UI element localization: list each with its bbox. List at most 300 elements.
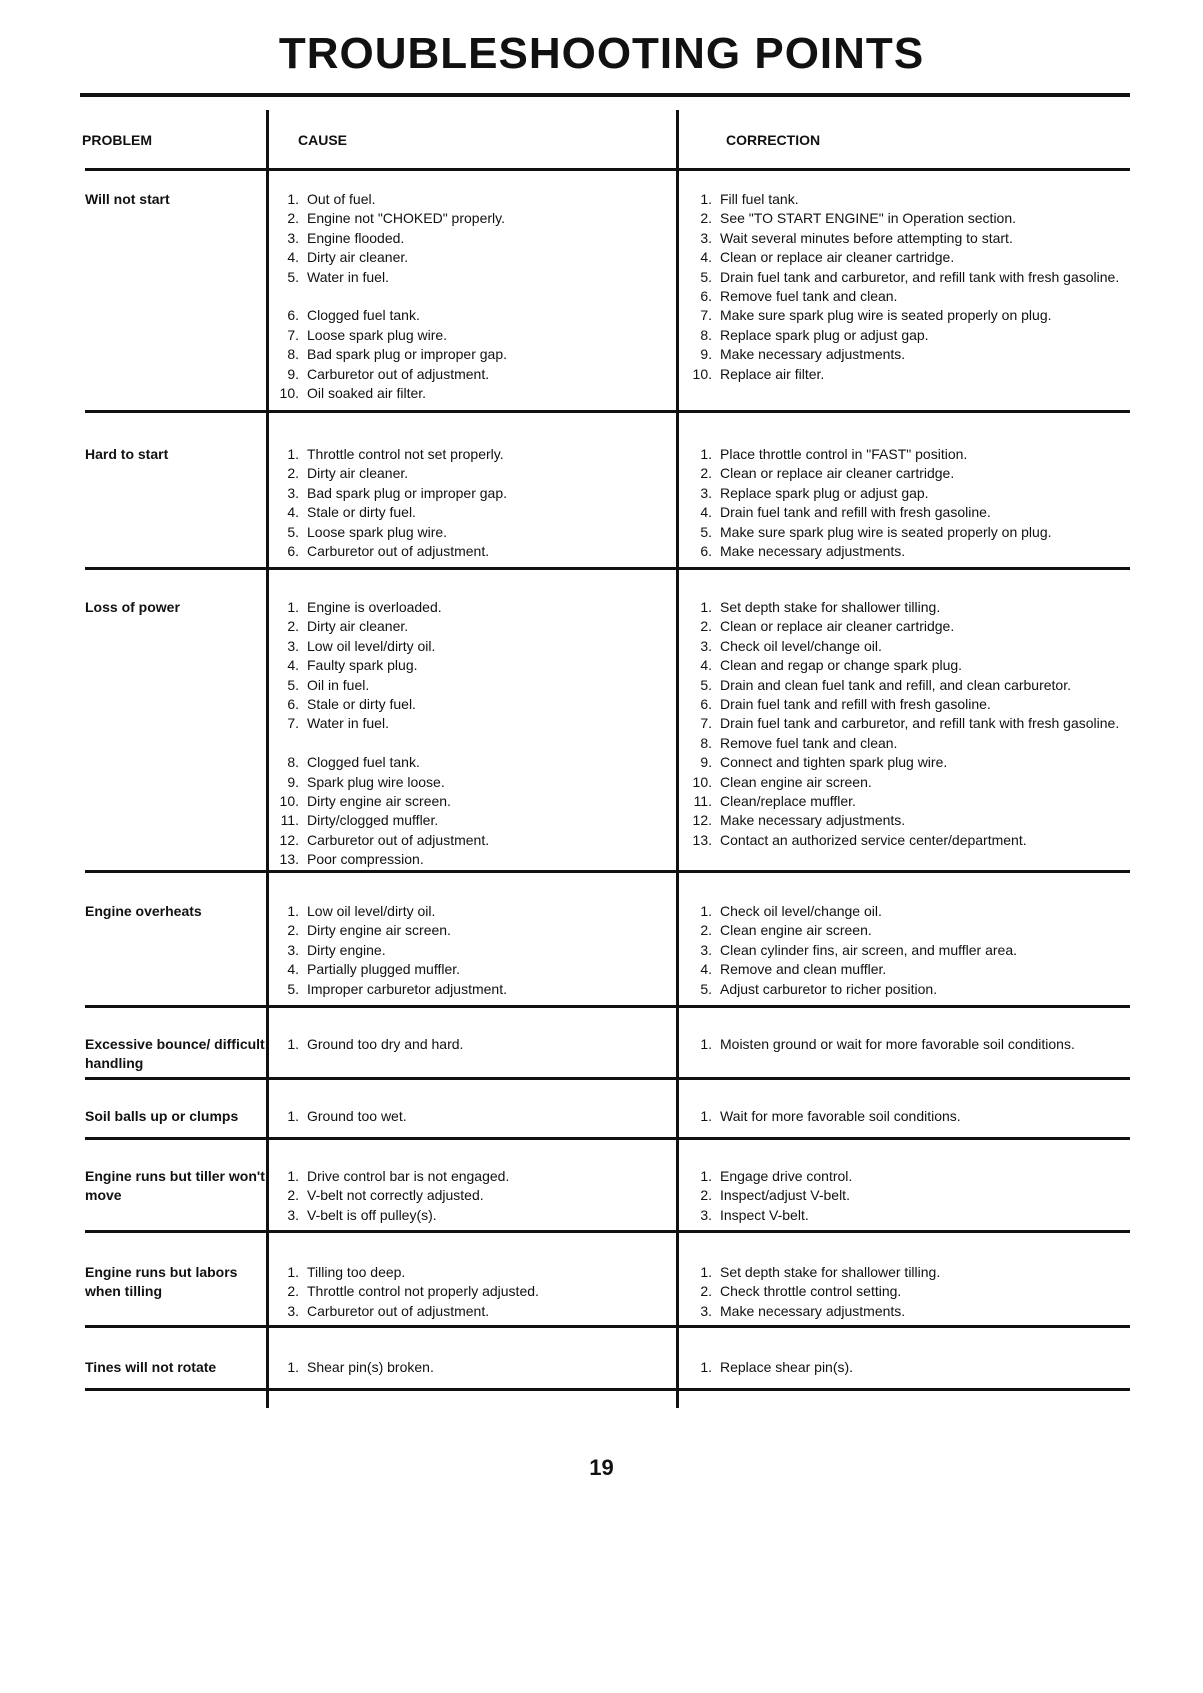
item-number: 4. xyxy=(287,961,299,978)
cause-item xyxy=(275,831,670,850)
cause-list xyxy=(275,1035,670,1054)
item-number: 7. xyxy=(700,715,712,732)
item-number: 1. xyxy=(287,1264,299,1280)
item-number: 3. xyxy=(287,229,299,246)
correction-text: Replace spark plug or adjust gap. xyxy=(720,484,929,501)
item-number: 1. xyxy=(700,1108,712,1124)
correction-text: Engage drive control. xyxy=(720,1168,853,1184)
item-number: 12. xyxy=(692,812,712,829)
item-number: 4. xyxy=(700,504,712,521)
cause-text: Engine not "CHOKED" properly. xyxy=(307,210,505,227)
correction-text: Replace spark plug or adjust gap. xyxy=(720,326,929,343)
correction-list xyxy=(688,190,1138,384)
item-number: 1. xyxy=(287,446,299,462)
item-number: 5. xyxy=(700,268,712,285)
column-divider-cause xyxy=(266,110,269,1408)
cause-item xyxy=(275,229,670,248)
correction-list xyxy=(688,598,1138,850)
cause-item xyxy=(275,598,670,617)
correction-text: Clean or replace air cleaner cartridge. xyxy=(720,618,955,635)
cause-text: Throttle control not set properly. xyxy=(307,446,504,462)
item-number: 10. xyxy=(279,793,299,810)
cause-text: Spark plug wire loose. xyxy=(307,773,445,790)
correction-item xyxy=(688,1206,1138,1225)
cause-item xyxy=(275,484,670,503)
cause-item xyxy=(275,921,670,940)
item-number: 2. xyxy=(700,1187,712,1204)
item-number: 8. xyxy=(700,734,712,751)
cause-item xyxy=(275,960,670,979)
correction-text: Clean engine air screen. xyxy=(720,773,872,790)
correction-item xyxy=(688,445,1138,464)
correction-item xyxy=(688,1302,1138,1321)
cause-text: Faulty spark plug. xyxy=(307,657,418,674)
cause-text: Bad spark plug or improper gap. xyxy=(307,346,507,363)
correction-text: Set depth stake for shallower tilling. xyxy=(720,599,941,615)
item-number: 5. xyxy=(700,523,712,540)
cause-list xyxy=(275,190,670,403)
correction-item xyxy=(688,902,1138,921)
correction-item xyxy=(688,1035,1138,1054)
item-number: 3. xyxy=(700,637,712,654)
correction-item xyxy=(688,598,1138,617)
cause-item xyxy=(275,850,670,869)
item-number: 1. xyxy=(287,903,299,919)
section-rule xyxy=(85,410,1130,413)
cause-text: Out of fuel. xyxy=(307,191,376,207)
cause-text: Low oil level/dirty oil. xyxy=(307,637,436,654)
page-title: TROUBLESHOOTING POINTS xyxy=(278,29,925,78)
correction-list xyxy=(688,902,1138,999)
correction-item xyxy=(688,980,1138,999)
cause-text: Shear pin(s) broken. xyxy=(307,1359,434,1375)
item-number: 3. xyxy=(700,1206,712,1223)
cause-item xyxy=(275,1167,670,1186)
correction-text: Set depth stake for shallower tilling. xyxy=(720,1264,941,1280)
cause-text: Oil soaked air filter. xyxy=(307,385,427,402)
cause-list xyxy=(275,1263,670,1321)
item-number: 4. xyxy=(287,249,299,266)
cause-item xyxy=(275,637,670,656)
cause-item xyxy=(275,1358,670,1377)
problem-label: Soil balls up or clumps xyxy=(85,1108,239,1124)
title-rule xyxy=(80,93,1130,97)
header-correction: CORRECTION xyxy=(726,132,821,148)
cause-item xyxy=(275,445,670,464)
item-number: 2. xyxy=(700,210,712,227)
cause-list xyxy=(275,445,670,561)
item-number: 13. xyxy=(692,831,712,848)
cause-item xyxy=(275,753,670,772)
cause-item xyxy=(275,773,670,792)
cause-text: Loose spark plug wire. xyxy=(307,523,448,540)
correction-item xyxy=(688,248,1138,267)
cause-item xyxy=(275,902,670,921)
correction-item xyxy=(688,484,1138,503)
cause-item xyxy=(275,1302,670,1321)
cause-item xyxy=(275,1282,670,1301)
correction-text: Remove fuel tank and clean. xyxy=(720,288,898,305)
item-number: 2. xyxy=(700,1283,712,1300)
cause-item xyxy=(275,503,670,522)
item-number: 9. xyxy=(700,754,712,771)
correction-item xyxy=(688,209,1138,228)
cause-list xyxy=(275,598,670,870)
correction-item xyxy=(688,617,1138,636)
item-number: 3. xyxy=(700,229,712,246)
cause-text: V-belt is off pulley(s). xyxy=(307,1206,437,1223)
cause-text: Carburetor out of adjustment. xyxy=(307,831,490,848)
item-number: 3. xyxy=(700,1302,712,1319)
item-number: 3. xyxy=(700,941,712,958)
cause-list xyxy=(275,1167,670,1225)
cause-item xyxy=(275,980,670,999)
cause-item xyxy=(275,1206,670,1225)
cause-text: Dirty engine air screen. xyxy=(307,793,451,810)
cause-text: Carburetor out of adjustment. xyxy=(307,365,490,382)
section-rule xyxy=(85,1230,1130,1233)
item-number: 4. xyxy=(700,657,712,674)
cause-item xyxy=(275,209,670,228)
correction-text: Clean and regap or change spark plug. xyxy=(720,657,963,674)
cause-text: Water in fuel. xyxy=(307,268,389,285)
cause-item xyxy=(275,676,670,695)
correction-text: Replace shear pin(s). xyxy=(720,1359,854,1375)
correction-item xyxy=(688,503,1138,522)
cause-text: Stale or dirty fuel. xyxy=(307,696,416,713)
correction-text: Make sure spark plug wire is seated properly on plug. xyxy=(720,523,1052,540)
item-number: 3. xyxy=(287,1206,299,1223)
item-number: 10. xyxy=(692,365,712,382)
cause-text: Stale or dirty fuel. xyxy=(307,504,416,521)
item-number: 9. xyxy=(287,773,299,790)
cause-item xyxy=(275,792,670,811)
correction-item xyxy=(688,656,1138,675)
correction-item xyxy=(688,1282,1138,1301)
correction-text: Make necessary adjustments. xyxy=(720,346,906,363)
item-number: 11. xyxy=(693,793,712,810)
correction-text: Clean or replace air cleaner cartridge. xyxy=(720,249,955,266)
cause-item xyxy=(275,248,670,267)
section-rule xyxy=(85,1137,1130,1140)
correction-item xyxy=(688,676,1138,695)
correction-item xyxy=(688,464,1138,483)
item-number: 9. xyxy=(287,365,299,382)
item-number: 10. xyxy=(692,773,712,790)
correction-text: Wait for more favorable soil conditions. xyxy=(720,1108,961,1124)
correction-text: Fill fuel tank. xyxy=(720,191,799,207)
correction-text: Make necessary adjustments. xyxy=(720,1302,906,1319)
header-cause: CAUSE xyxy=(298,132,348,148)
correction-item xyxy=(688,811,1138,830)
item-number: 5. xyxy=(287,268,299,285)
correction-item xyxy=(688,695,1138,714)
cause-text: Dirty air cleaner. xyxy=(307,249,409,266)
correction-item xyxy=(688,1186,1138,1205)
item-number: 2. xyxy=(287,1187,299,1204)
cause-text: Bad spark plug or improper gap. xyxy=(307,484,507,501)
correction-item xyxy=(688,714,1138,733)
item-number: 4. xyxy=(700,961,712,978)
item-number: 5. xyxy=(700,980,712,997)
cause-item xyxy=(275,523,670,542)
correction-text: Drain and clean fuel tank and refill, and clean carburetor. xyxy=(720,676,1071,693)
page-number: 19 xyxy=(589,1455,614,1480)
correction-text: Clean/replace muffler. xyxy=(720,793,856,810)
item-number: 3. xyxy=(287,637,299,654)
correction-item xyxy=(688,326,1138,345)
correction-text: Inspect/adjust V-belt. xyxy=(720,1187,850,1204)
section-rule xyxy=(85,1005,1130,1008)
item-number: 8. xyxy=(287,346,299,363)
cause-text: Tilling too deep. xyxy=(307,1264,406,1280)
correction-item xyxy=(688,345,1138,364)
item-number: 9. xyxy=(700,346,712,363)
correction-item xyxy=(688,960,1138,979)
item-number: 2. xyxy=(287,1283,299,1300)
section-rule xyxy=(85,870,1130,873)
correction-text: Check oil level/change oil. xyxy=(720,903,882,919)
section-rule xyxy=(85,1325,1130,1328)
item-number: 2. xyxy=(287,210,299,227)
cause-item xyxy=(275,365,670,384)
cause-list xyxy=(275,902,670,999)
item-number: 6. xyxy=(287,696,299,713)
cause-text: Clogged fuel tank. xyxy=(307,754,420,771)
cause-item xyxy=(275,1035,670,1054)
cause-text: Carburetor out of adjustment. xyxy=(307,1302,490,1319)
correction-text: Wait several minutes before attempting to start. xyxy=(720,229,1013,246)
item-number: 3. xyxy=(287,1302,299,1319)
problem-label: Will not start xyxy=(85,191,170,207)
cause-list xyxy=(275,1358,670,1377)
item-number: 7. xyxy=(287,326,299,343)
column-divider-correction xyxy=(676,110,679,1408)
correction-item xyxy=(688,542,1138,561)
cause-item xyxy=(275,190,670,209)
correction-item xyxy=(688,792,1138,811)
problem-label: Excessive bounce/ difficult handling xyxy=(85,1036,265,1072)
correction-list xyxy=(688,1263,1138,1321)
item-number: 4. xyxy=(700,249,712,266)
correction-item xyxy=(688,734,1138,753)
item-number: 3. xyxy=(287,484,299,501)
problem-label: Engine runs but labors when tilling xyxy=(85,1264,238,1300)
item-number: 2. xyxy=(700,618,712,635)
item-number: 1. xyxy=(700,446,712,462)
item-number: 12. xyxy=(279,831,299,848)
cause-text: Carburetor out of adjustment. xyxy=(307,543,490,560)
correction-list xyxy=(688,445,1138,561)
correction-list xyxy=(688,1167,1138,1225)
table-header xyxy=(0,132,1203,162)
item-number: 1. xyxy=(287,1359,299,1375)
correction-text: Place throttle control in "FAST" position. xyxy=(720,446,968,462)
cause-item xyxy=(275,1107,670,1126)
correction-text: Replace air filter. xyxy=(720,365,825,382)
correction-item xyxy=(688,365,1138,384)
correction-item xyxy=(688,1107,1138,1126)
correction-text: Check throttle control setting. xyxy=(720,1283,902,1300)
correction-list xyxy=(688,1358,1138,1377)
cause-item xyxy=(275,464,670,483)
cause-text: Ground too dry and hard. xyxy=(307,1036,464,1052)
cause-text: Dirty engine. xyxy=(307,941,386,958)
cause-item xyxy=(275,695,670,714)
cause-text: Ground too wet. xyxy=(307,1108,407,1124)
cause-text: Partially plugged muffler. xyxy=(307,961,461,978)
problem-label: Engine runs but tiller won't move xyxy=(85,1168,265,1204)
item-number: 1. xyxy=(287,599,299,615)
cause-text: Drive control bar is not engaged. xyxy=(307,1168,510,1184)
correction-text: Contact an authorized service center/department. xyxy=(720,831,1027,848)
correction-text: Check oil level/change oil. xyxy=(720,637,882,654)
correction-text: Drain fuel tank and carburetor, and refill tank with fresh gasoline. xyxy=(720,715,1120,732)
correction-text: Clean cylinder fins, air screen, and muffler area. xyxy=(720,941,1017,958)
cause-text: Engine is overloaded. xyxy=(307,599,442,615)
correction-text: Connect and tighten spark plug wire. xyxy=(720,754,948,771)
item-number: 1. xyxy=(700,1168,712,1184)
cause-text: Oil in fuel. xyxy=(307,676,370,693)
correction-item xyxy=(688,190,1138,209)
header-rule xyxy=(85,168,1130,171)
item-number: 8. xyxy=(287,754,299,771)
cause-text: Dirty engine air screen. xyxy=(307,922,451,939)
correction-text: Adjust carburetor to richer position. xyxy=(720,980,938,997)
item-number: 10. xyxy=(279,385,299,402)
correction-text: Drain fuel tank and refill with fresh gasoline. xyxy=(720,696,991,713)
correction-text: Make sure spark plug wire is seated properly on plug. xyxy=(720,307,1052,324)
correction-text: Inspect V-belt. xyxy=(720,1206,809,1223)
item-number: 6. xyxy=(700,543,712,560)
correction-text: Make necessary adjustments. xyxy=(720,543,906,560)
item-number: 13. xyxy=(279,851,299,868)
item-number: 11. xyxy=(280,812,299,829)
cause-item xyxy=(275,811,670,830)
item-number: 2. xyxy=(287,618,299,635)
cause-text: Dirty air cleaner. xyxy=(307,618,409,635)
cause-text: Dirty air cleaner. xyxy=(307,465,409,482)
cause-item xyxy=(275,306,670,325)
cause-item xyxy=(275,542,670,561)
correction-item xyxy=(688,287,1138,306)
header-problem: PROBLEM xyxy=(82,132,152,148)
cause-text: Loose spark plug wire. xyxy=(307,326,448,343)
item-number: 2. xyxy=(287,465,299,482)
cause-item xyxy=(275,1263,670,1282)
correction-text: Remove and clean muffler. xyxy=(720,961,887,978)
item-number: 2. xyxy=(700,922,712,939)
item-number: 1. xyxy=(700,1264,712,1280)
correction-item xyxy=(688,773,1138,792)
item-number: 7. xyxy=(287,715,299,732)
correction-item xyxy=(688,753,1138,772)
correction-item xyxy=(688,831,1138,850)
cause-item xyxy=(275,384,670,403)
item-number: 5. xyxy=(287,676,299,693)
cause-text: Throttle control not properly adjusted. xyxy=(307,1283,539,1300)
item-number: 1. xyxy=(700,1036,712,1052)
cause-text: Engine flooded. xyxy=(307,229,405,246)
cause-text: Poor compression. xyxy=(307,851,424,868)
cause-text: Water in fuel. xyxy=(307,715,389,732)
cause-text: Improper carburetor adjustment. xyxy=(307,980,507,997)
correction-item xyxy=(688,637,1138,656)
correction-text: Moisten ground or wait for more favorable soil conditions. xyxy=(720,1036,1075,1052)
item-number: 1. xyxy=(700,903,712,919)
item-number: 8. xyxy=(700,326,712,343)
item-number: 5. xyxy=(287,523,299,540)
item-number: 2. xyxy=(287,922,299,939)
problem-label: Hard to start xyxy=(85,446,169,462)
cause-item xyxy=(275,714,670,733)
cause-item xyxy=(275,656,670,675)
cause-text: Low oil level/dirty oil. xyxy=(307,903,436,919)
correction-item xyxy=(688,268,1138,287)
cause-item xyxy=(275,345,670,364)
item-number: 2. xyxy=(700,465,712,482)
cause-text: V-belt not correctly adjusted. xyxy=(307,1187,484,1204)
correction-text: Remove fuel tank and clean. xyxy=(720,734,898,751)
item-number: 1. xyxy=(700,191,712,207)
correction-item xyxy=(688,306,1138,325)
correction-item xyxy=(688,523,1138,542)
cause-item xyxy=(275,326,670,345)
cause-item xyxy=(275,268,670,287)
item-number: 1. xyxy=(287,191,299,207)
problem-label: Engine overheats xyxy=(85,903,202,919)
correction-list xyxy=(688,1107,1138,1126)
item-number: 5. xyxy=(700,676,712,693)
item-number: 3. xyxy=(287,941,299,958)
item-number: 1. xyxy=(287,1108,299,1124)
correction-item xyxy=(688,921,1138,940)
item-number: 4. xyxy=(287,504,299,521)
item-number: 1. xyxy=(287,1036,299,1052)
item-number: 1. xyxy=(700,599,712,615)
correction-item xyxy=(688,1263,1138,1282)
correction-text: Drain fuel tank and refill with fresh gasoline. xyxy=(720,504,991,521)
problem-label: Tines will not rotate xyxy=(85,1359,217,1375)
section-rule xyxy=(85,567,1130,570)
cause-item xyxy=(275,941,670,960)
item-number: 7. xyxy=(700,307,712,324)
item-number: 4. xyxy=(287,657,299,674)
item-number: 6. xyxy=(287,307,299,324)
item-number: 1. xyxy=(287,1168,299,1184)
item-number: 6. xyxy=(287,543,299,560)
correction-text: Drain fuel tank and carburetor, and refill tank with fresh gasoline. xyxy=(720,268,1120,285)
item-number: 3. xyxy=(700,484,712,501)
item-number: 1. xyxy=(700,1359,712,1375)
cause-text: Clogged fuel tank. xyxy=(307,307,420,324)
cause-item xyxy=(275,617,670,636)
correction-item xyxy=(688,1358,1138,1377)
correction-item xyxy=(688,1167,1138,1186)
correction-text: Make necessary adjustments. xyxy=(720,812,906,829)
section-rule xyxy=(85,1077,1130,1080)
cause-item xyxy=(275,1186,670,1205)
correction-text: See "TO START ENGINE" in Operation section. xyxy=(720,210,1017,227)
correction-list xyxy=(688,1035,1138,1054)
correction-text: Clean or replace air cleaner cartridge. xyxy=(720,465,955,482)
cause-text: Dirty/clogged muffler. xyxy=(307,812,439,829)
correction-item xyxy=(688,941,1138,960)
correction-text: Clean engine air screen. xyxy=(720,922,872,939)
item-number: 6. xyxy=(700,696,712,713)
cause-list xyxy=(275,1107,670,1126)
problem-label: Loss of power xyxy=(85,599,180,615)
